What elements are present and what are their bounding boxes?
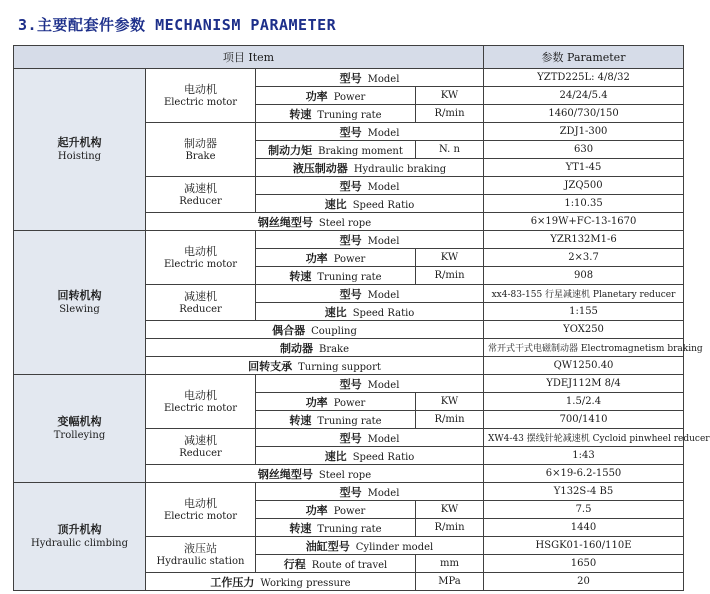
model-label: 型号 Model (256, 177, 484, 195)
climbing-motor-model-value: Y132S-4 B5 (484, 483, 684, 501)
model-label: 型号 Model (256, 285, 484, 303)
unit-cell: R/min (416, 105, 484, 123)
unit-cell: R/min (416, 267, 484, 285)
hoisting-steel-rope-value: 6×19W+FC-13-1670 (484, 213, 684, 231)
trolleying-motor-cell: 电动机 Electric motor (146, 375, 256, 429)
header-item: 项目 Item (14, 46, 484, 69)
table-row (14, 231, 684, 249)
climbing-working-pressure-value: 20 (484, 573, 684, 591)
trolleying-reducer-ratio-value: 1:43 (484, 447, 684, 465)
slewing-turning-support-value: QW1250.40 (484, 357, 684, 375)
power-label: 功率 Power (256, 249, 416, 267)
speed-ratio-label: 速比 Speed Ratio (256, 447, 484, 465)
power-label: 功率 Power (256, 393, 416, 411)
speed-label: 转速 Truning rate (256, 519, 416, 537)
table-row (14, 483, 684, 501)
steel-rope-label: 钢丝绳型号 Steel rope (146, 465, 484, 483)
unit-cell: mm (416, 555, 484, 573)
table-row (14, 69, 684, 87)
hoisting-reducer-ratio-value: 1:10.35 (484, 195, 684, 213)
trolleying-system-cell: 变幅机构 Trolleying (14, 375, 146, 483)
climbing-travel-value: 1650 (484, 555, 684, 573)
page-title: 3.主要配套件参数 MECHANISM PARAMETER (18, 16, 337, 34)
slewing-brake-value: 常开式干式电磁制动器 Electromagnetism braking (484, 339, 684, 357)
slewing-motor-speed-value: 908 (484, 267, 684, 285)
route-of-travel-label: 行程 Route of travel (256, 555, 416, 573)
unit-cell: KW (416, 501, 484, 519)
hoisting-motor-model-value: YZTD225L: 4/8/32 (484, 69, 684, 87)
unit-cell: KW (416, 249, 484, 267)
hoisting-motor-speed-value: 1460/730/150 (484, 105, 684, 123)
model-label: 型号 Model (256, 483, 484, 501)
trolleying-reducer-model-value: XW4-43 摆线针轮减速机 Cycloid pinwheel reducer (484, 429, 684, 447)
header-parameter: 参数 Parameter (484, 46, 684, 69)
unit-cell: KW (416, 87, 484, 105)
table-row (14, 375, 684, 393)
unit-cell: R/min (416, 519, 484, 537)
trolleying-motor-model-value: YDEJ112M 8/4 (484, 375, 684, 393)
brake-label: 制动器 Brake (146, 339, 484, 357)
speed-ratio-label: 速比 Speed Ratio (256, 195, 484, 213)
slewing-reducer-ratio-value: 1:155 (484, 303, 684, 321)
slewing-system-cell: 回转机构 Slewing (14, 231, 146, 375)
speed-ratio-label: 速比 Speed Ratio (256, 303, 484, 321)
power-label: 功率 Power (256, 501, 416, 519)
trolleying-motor-speed-value: 700/1410 (484, 411, 684, 429)
unit-cell: N. n (416, 141, 484, 159)
coupling-label: 偶合器 Coupling (146, 321, 484, 339)
trolleying-motor-power-value: 1.5/2.4 (484, 393, 684, 411)
unit-cell: KW (416, 393, 484, 411)
mechanism-parameter-table (13, 45, 710, 591)
model-label: 型号 Model (256, 429, 484, 447)
hoisting-motor-cell: 电动机 Electric motor (146, 69, 256, 123)
hoisting-brake-moment-value: 630 (484, 141, 684, 159)
unit-cell: MPa (416, 573, 484, 591)
climbing-system-cell: 顶升机构 Hydraulic climbing (14, 483, 146, 591)
speed-label: 转速 Truning rate (256, 411, 416, 429)
hoisting-reducer-cell: 减速机 Reducer (146, 177, 256, 213)
model-label: 型号 Model (256, 69, 484, 87)
table-header-row (14, 46, 684, 69)
steel-rope-label: 钢丝绳型号 Steel rope (146, 213, 484, 231)
hoisting-motor-power-value: 24/24/5.4 (484, 87, 684, 105)
hoisting-system-cell: 起升机构 Hoisting (14, 69, 146, 231)
slewing-motor-model-value: YZR132M1-6 (484, 231, 684, 249)
trolleying-steel-rope-value: 6×19-6.2-1550 (484, 465, 684, 483)
climbing-motor-speed-value: 1440 (484, 519, 684, 537)
model-label: 型号 Model (256, 231, 484, 249)
braking-moment-label: 制动力矩 Braking moment (256, 141, 416, 159)
model-label: 型号 Model (256, 123, 484, 141)
slewing-coupling-value: YOX250 (484, 321, 684, 339)
hoisting-brake-cell: 制动器 Brake (146, 123, 256, 177)
climbing-motor-cell: 电动机 Electric motor (146, 483, 256, 537)
slewing-motor-cell: 电动机 Electric motor (146, 231, 256, 285)
slewing-motor-power-value: 2×3.7 (484, 249, 684, 267)
climbing-station-cell: 液压站 Hydraulic station (146, 537, 256, 573)
speed-label: 转速 Truning rate (256, 267, 416, 285)
slewing-reducer-cell: 减速机 Reducer (146, 285, 256, 321)
unit-cell: R/min (416, 411, 484, 429)
power-label: 功率 Power (256, 87, 416, 105)
working-pressure-label: 工作压力 Working pressure (146, 573, 416, 591)
climbing-motor-power-value: 7.5 (484, 501, 684, 519)
hoisting-brake-model-value: ZDJ1-300 (484, 123, 684, 141)
trolleying-reducer-cell: 减速机 Reducer (146, 429, 256, 465)
cylinder-model-label: 油缸型号 Cylinder model (256, 537, 484, 555)
hoisting-hydraulic-braking-value: YT1-45 (484, 159, 684, 177)
climbing-cylinder-model-value: HSGK01-160/110E (484, 537, 684, 555)
slewing-reducer-model-value: xx4-83-155 行星减速机 Planetary reducer (484, 285, 684, 303)
turning-support-label: 回转支承 Turning support (146, 357, 484, 375)
speed-label: 转速 Truning rate (256, 105, 416, 123)
hydraulic-braking-label: 液压制动器 Hydraulic braking (256, 159, 484, 177)
model-label: 型号 Model (256, 375, 484, 393)
hoisting-reducer-model-value: JZQ500 (484, 177, 684, 195)
